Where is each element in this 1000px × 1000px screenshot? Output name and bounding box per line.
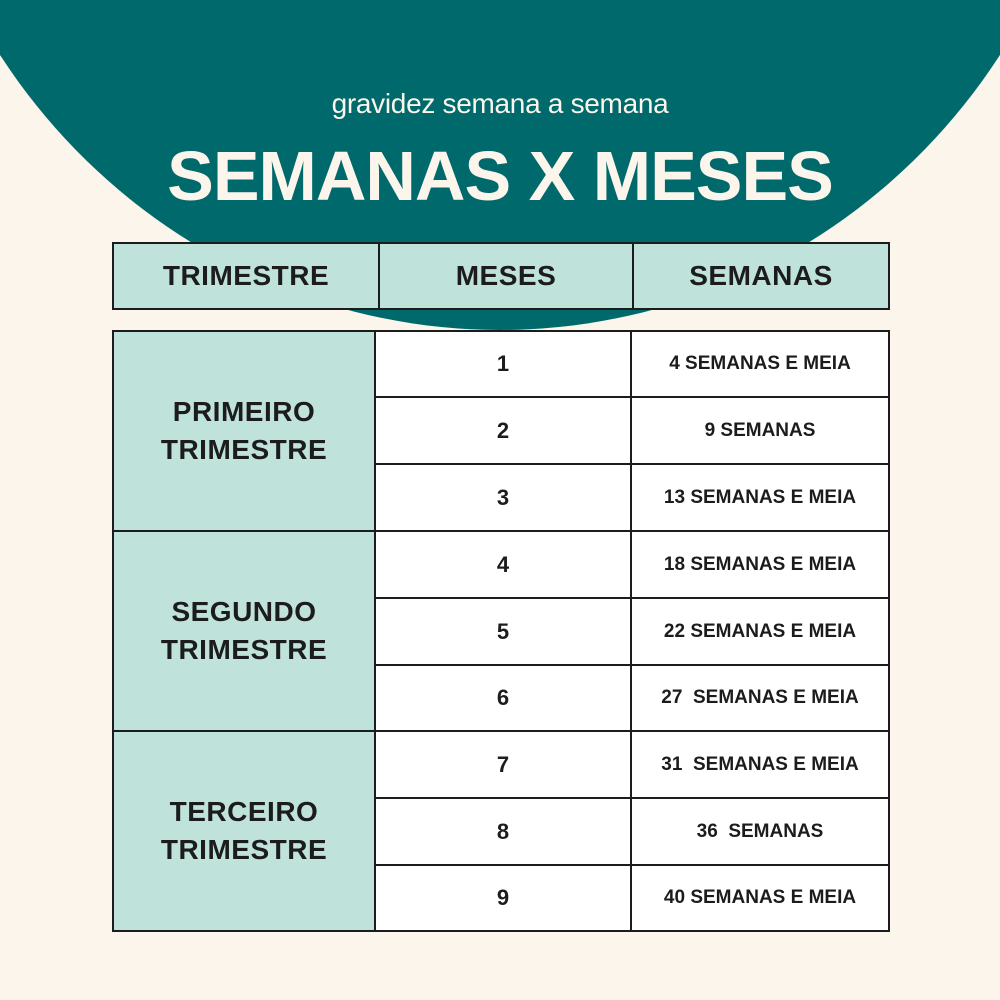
column-header-meses: MESES (378, 242, 634, 310)
month-cell: 5 (374, 597, 632, 666)
month-cell: 7 (374, 730, 632, 799)
month-cell: 9 (374, 864, 632, 932)
trimester-cell-segundo: SEGUNDO TRIMESTRE (112, 530, 376, 732)
month-cell: 1 (374, 330, 632, 398)
weeks-cell: 22 SEMANAS E MEIA (630, 597, 890, 666)
weeks-cell: 13 SEMANAS E MEIA (630, 463, 890, 532)
weeks-cell: 4 SEMANAS E MEIA (630, 330, 890, 398)
column-header-semanas: SEMANAS (632, 242, 890, 310)
column-header-trimestre: TRIMESTRE (112, 242, 380, 310)
weeks-cell: 27 SEMANAS E MEIA (630, 664, 890, 732)
weeks-cell: 18 SEMANAS E MEIA (630, 530, 890, 599)
month-cell: 6 (374, 664, 632, 732)
trimester-cell-primeiro: PRIMEIRO TRIMESTRE (112, 330, 376, 532)
weeks-cell: 40 SEMANAS E MEIA (630, 864, 890, 932)
month-cell: 3 (374, 463, 632, 532)
month-cell: 4 (374, 530, 632, 599)
month-cell: 8 (374, 797, 632, 866)
month-cell: 2 (374, 396, 632, 465)
trimester-cell-terceiro: TERCEIRO TRIMESTRE (112, 730, 376, 932)
page-title: SEMANAS X MESES (167, 137, 833, 215)
weeks-cell: 31 SEMANAS E MEIA (630, 730, 890, 799)
weeks-cell: 36 SEMANAS (630, 797, 890, 866)
weeks-cell: 9 SEMANAS (630, 396, 890, 465)
page-subtitle: gravidez semana a semana (331, 88, 669, 119)
